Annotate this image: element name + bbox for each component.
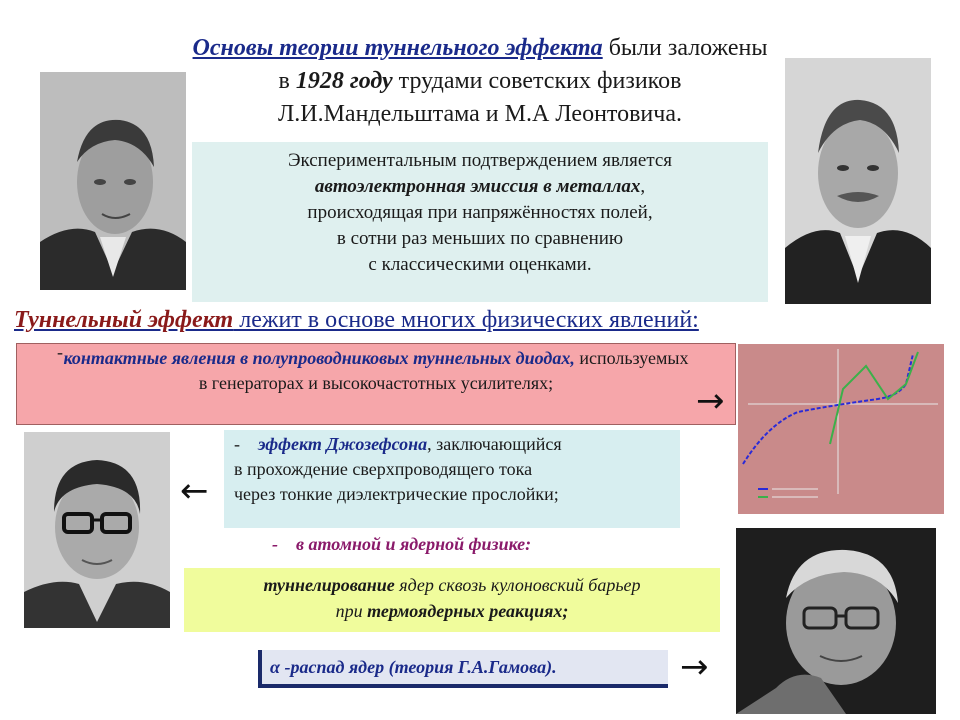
- title-lead: Основы теории туннельного эффекта: [192, 35, 603, 61]
- experimental-confirmation-box: [192, 142, 768, 302]
- tunneling-b2: термоядерных реакциях;: [367, 601, 569, 621]
- tunnel-diode-graph: [738, 344, 944, 514]
- portrait-josephson: [24, 432, 170, 628]
- alpha-decay-box: [258, 650, 668, 688]
- arrow-left-icon: ←: [180, 471, 209, 511]
- atomic-physics-label: [272, 534, 672, 555]
- exp-line4: в сотни раз меньших по сравнению: [336, 228, 624, 249]
- arrow-right-bottom-icon: →: [680, 647, 709, 687]
- portrait-gamow: [736, 528, 936, 714]
- slide-title: [70, 32, 890, 131]
- title-part1: были заложены: [602, 35, 768, 61]
- title-year: 1928 году: [295, 68, 393, 94]
- portrait-leontovich: [785, 58, 931, 304]
- josephson-effect-box: [224, 430, 680, 528]
- title-line3: Л.И.Мандельштама и М.А Леонтовича.: [277, 101, 682, 127]
- josephson-line1-rest: , заключающийся: [427, 434, 562, 454]
- alpha-text: -распад ядер (теория Г.А.Гамова).: [279, 657, 557, 677]
- section-subtitle: [14, 305, 944, 335]
- exp-highlight: автоэлектронная эмиссия в металлах: [314, 176, 641, 197]
- tunneling-box: [184, 568, 720, 632]
- portrait-mandelstam: [40, 72, 186, 290]
- exp-line5: с классическими оценками.: [368, 254, 592, 275]
- josephson-dash: -: [234, 434, 240, 454]
- subtitle-lead: Туннельный эффект: [14, 307, 234, 333]
- arrow-right-icon: →: [696, 381, 725, 421]
- title-line2-prefix: в: [278, 68, 296, 94]
- atomic-dash: -: [272, 534, 278, 554]
- exp-line1: Экспериментальным подтверждением является: [287, 150, 673, 171]
- exp-line3: происходящая при напряжённостях полей,: [307, 202, 653, 223]
- contact-phenomena-box: [16, 343, 736, 425]
- tunneling-t1: ядер сквозь кулоновский барьер: [394, 575, 641, 595]
- tunneling-t2: при: [335, 601, 368, 621]
- tunneling-b1: туннелирование: [263, 575, 395, 595]
- contact-dash: -: [57, 343, 63, 362]
- contact-rest: используемых в генераторах и высокочастотных усилителях;: [198, 348, 689, 393]
- exp-comma: ,: [640, 176, 646, 197]
- josephson-line3: через тонкие диэлектрические прослойки;: [234, 484, 559, 504]
- atomic-text: в атомной и ядерной физике:: [296, 534, 532, 554]
- alpha-symbol: α: [270, 657, 280, 677]
- subtitle-rest: лежит в основе многих физических явлений:: [233, 307, 699, 333]
- contact-highlight: контактные явления в полупроводниковых туннельных диодах,: [63, 348, 575, 368]
- title-line2-suffix: трудами советских физиков: [392, 68, 682, 94]
- josephson-line2: в прохождение сверхпроводящего тока: [234, 459, 533, 479]
- josephson-highlight: эффект Джозефсона: [258, 434, 428, 454]
